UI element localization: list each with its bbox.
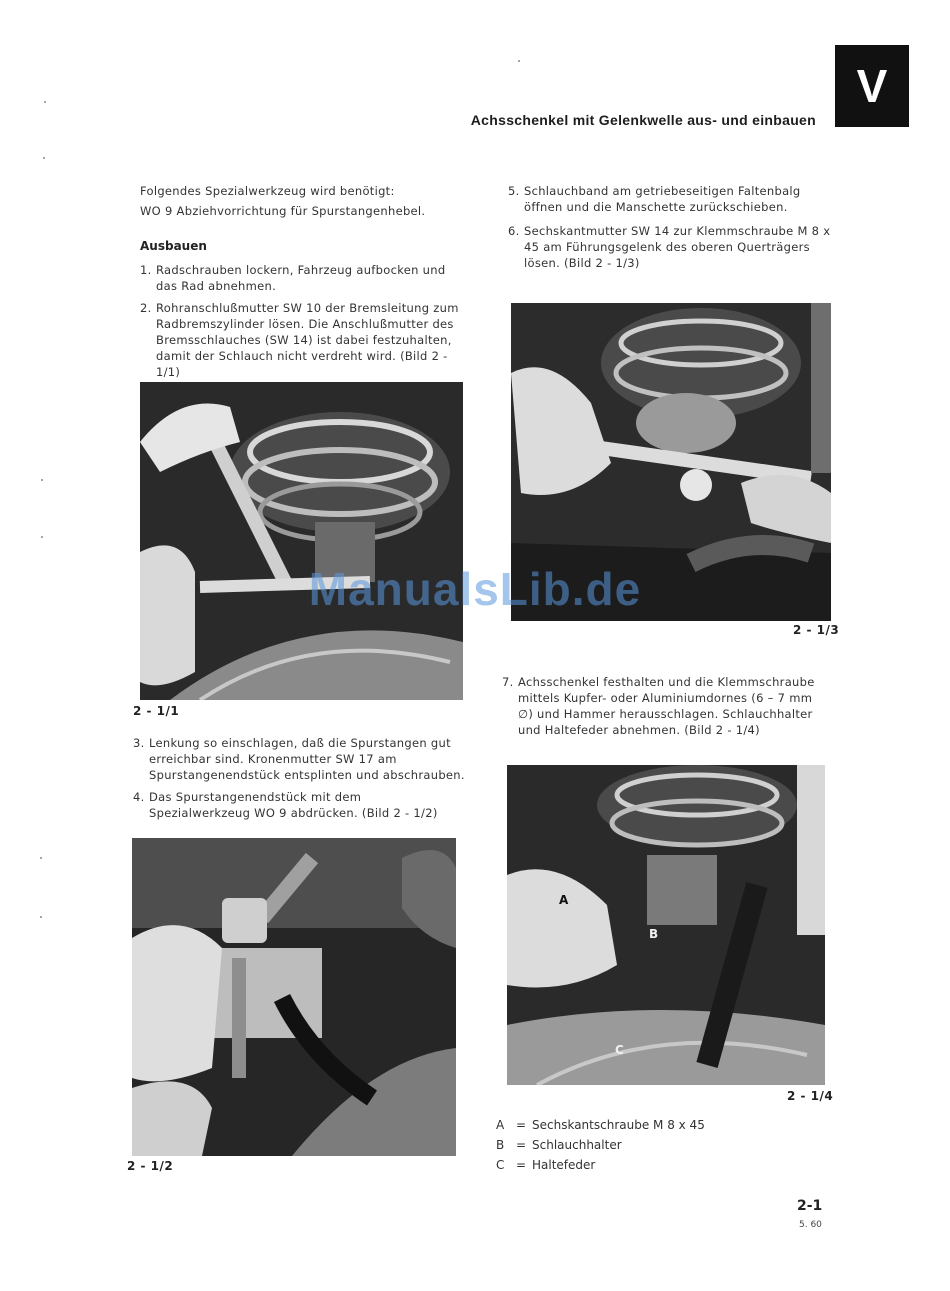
steps-block-2 (133, 735, 465, 821)
intro-line-2: WO 9 Abziehvorrichtung für Spurstangenhebel. (140, 204, 426, 218)
watermark: ManualsLib.de (308, 563, 642, 615)
legend-value: Haltefeder (532, 1158, 596, 1172)
step-1 (140, 262, 470, 294)
legend-key: A (496, 1118, 505, 1132)
legend-equals: = (515, 1138, 527, 1152)
scan-speck (44, 101, 46, 103)
scan-speck (41, 479, 43, 481)
figure-2-1-1-caption: 2 - 1/1 (133, 704, 180, 718)
legend-value: Schlauchhalter (532, 1138, 622, 1152)
figure-2-1-2-caption: 2 - 1/2 (127, 1159, 174, 1173)
figure-2-1-1-photo (140, 382, 463, 700)
legend-key: C (496, 1158, 505, 1172)
steps-block-4 (502, 674, 828, 738)
figure-2-1-2-photo (132, 838, 456, 1156)
page-title: Achsschenkel mit Gelenkwelle aus- und einbauen (470, 112, 816, 128)
step-text: Sechskantmutter SW 14 zur Klemmschraube M 8 x 45 am Führungsgelenk des oberen Querträgers lösen. (Bild 2 - 1/3) (524, 224, 831, 270)
step-number: 2. (140, 301, 152, 315)
intro-line-1: Folgendes Spezialwerkzeug wird benötigt: (140, 184, 395, 198)
step-number: 5. (508, 184, 520, 198)
legend-row-a (496, 1115, 796, 1135)
legend-row-c (496, 1155, 796, 1175)
scan-speck (43, 157, 45, 159)
step-4 (133, 789, 465, 821)
section-tab (835, 45, 909, 127)
wrench-on-brake-line-illustration (140, 382, 463, 700)
step-7 (502, 674, 828, 738)
figure-label-b: B (649, 927, 659, 941)
step-3 (133, 735, 465, 783)
legend-key: B (496, 1138, 505, 1152)
legend-equals: = (515, 1118, 527, 1132)
scan-speck (41, 536, 43, 538)
step-text: Lenkung so einschlagen, daß die Spurstangen gut erreichbar sind. Kronenmutter SW 17 am Spurstangenendstück entsplinten und abschrauben. (149, 736, 465, 782)
figure-2-1-3-caption: 2 - 1/3 (793, 623, 840, 637)
step-text: Das Spurstangenendstück mit dem Spezialwerkzeug WO 9 abdrücken. (Bild 2 - 1/2) (149, 790, 438, 820)
scan-speck (40, 857, 42, 859)
legend-value: Sechskantschraube M 8 x 45 (532, 1118, 705, 1132)
page-date: 5. 60 (799, 1220, 822, 1230)
scan-speck (518, 60, 520, 62)
step-number: 7. (502, 675, 514, 689)
puller-tool-illustration (132, 838, 456, 1156)
step-number: 4. (133, 790, 145, 804)
intro (140, 183, 470, 219)
step-number: 6. (508, 224, 520, 238)
step-text: Radschrauben lockern, Fahrzeug aufbocken und das Rad abnehmen. (156, 263, 446, 293)
page-number: 2-1 (797, 1198, 823, 1214)
step-text: Rohranschlußmutter SW 10 der Bremsleitung zum Radbremszylinder lösen. Die Anschlußmutter des Bremsschlauches (SW 14) ist dabei festzuhalten, damit der Schlauch nicht verdreht wird. (Bild 2 - 1/1) (156, 301, 459, 379)
legend-row-b (496, 1135, 796, 1155)
step-2 (140, 300, 470, 380)
figure-2-1-4-caption: 2 - 1/4 (787, 1089, 834, 1103)
step-number: 1. (140, 263, 152, 277)
step-5 (508, 183, 834, 215)
figure-2-1-4-photo (507, 765, 825, 1085)
step-text: Schlauchband am getriebeseitigen Faltenbalg öffnen und die Manschette zurückschieben. (524, 184, 801, 214)
figure-legend (496, 1115, 796, 1175)
figure-label-a: A (559, 893, 569, 907)
step-text: Achsschenkel festhalten und die Klemmschraube mittels Kupfer- oder Aluminiumdornes (6 – 7 mm ∅) und Hammer herausschlagen. Schlauchhalter und Haltefeder abnehmen. (Bild 2 - 1/4) (518, 675, 815, 737)
figure-label-c: C (615, 1043, 624, 1057)
section-tab-letter: V (856, 60, 888, 112)
section-heading: Ausbauen (140, 239, 207, 253)
scan-speck (40, 916, 42, 918)
steps-block-3 (508, 183, 834, 271)
legend-equals: = (515, 1158, 527, 1172)
step-6 (508, 223, 834, 271)
steering-knuckle-illustration (507, 765, 825, 1085)
step-number: 3. (133, 736, 145, 750)
steps-block-1 (140, 262, 470, 380)
